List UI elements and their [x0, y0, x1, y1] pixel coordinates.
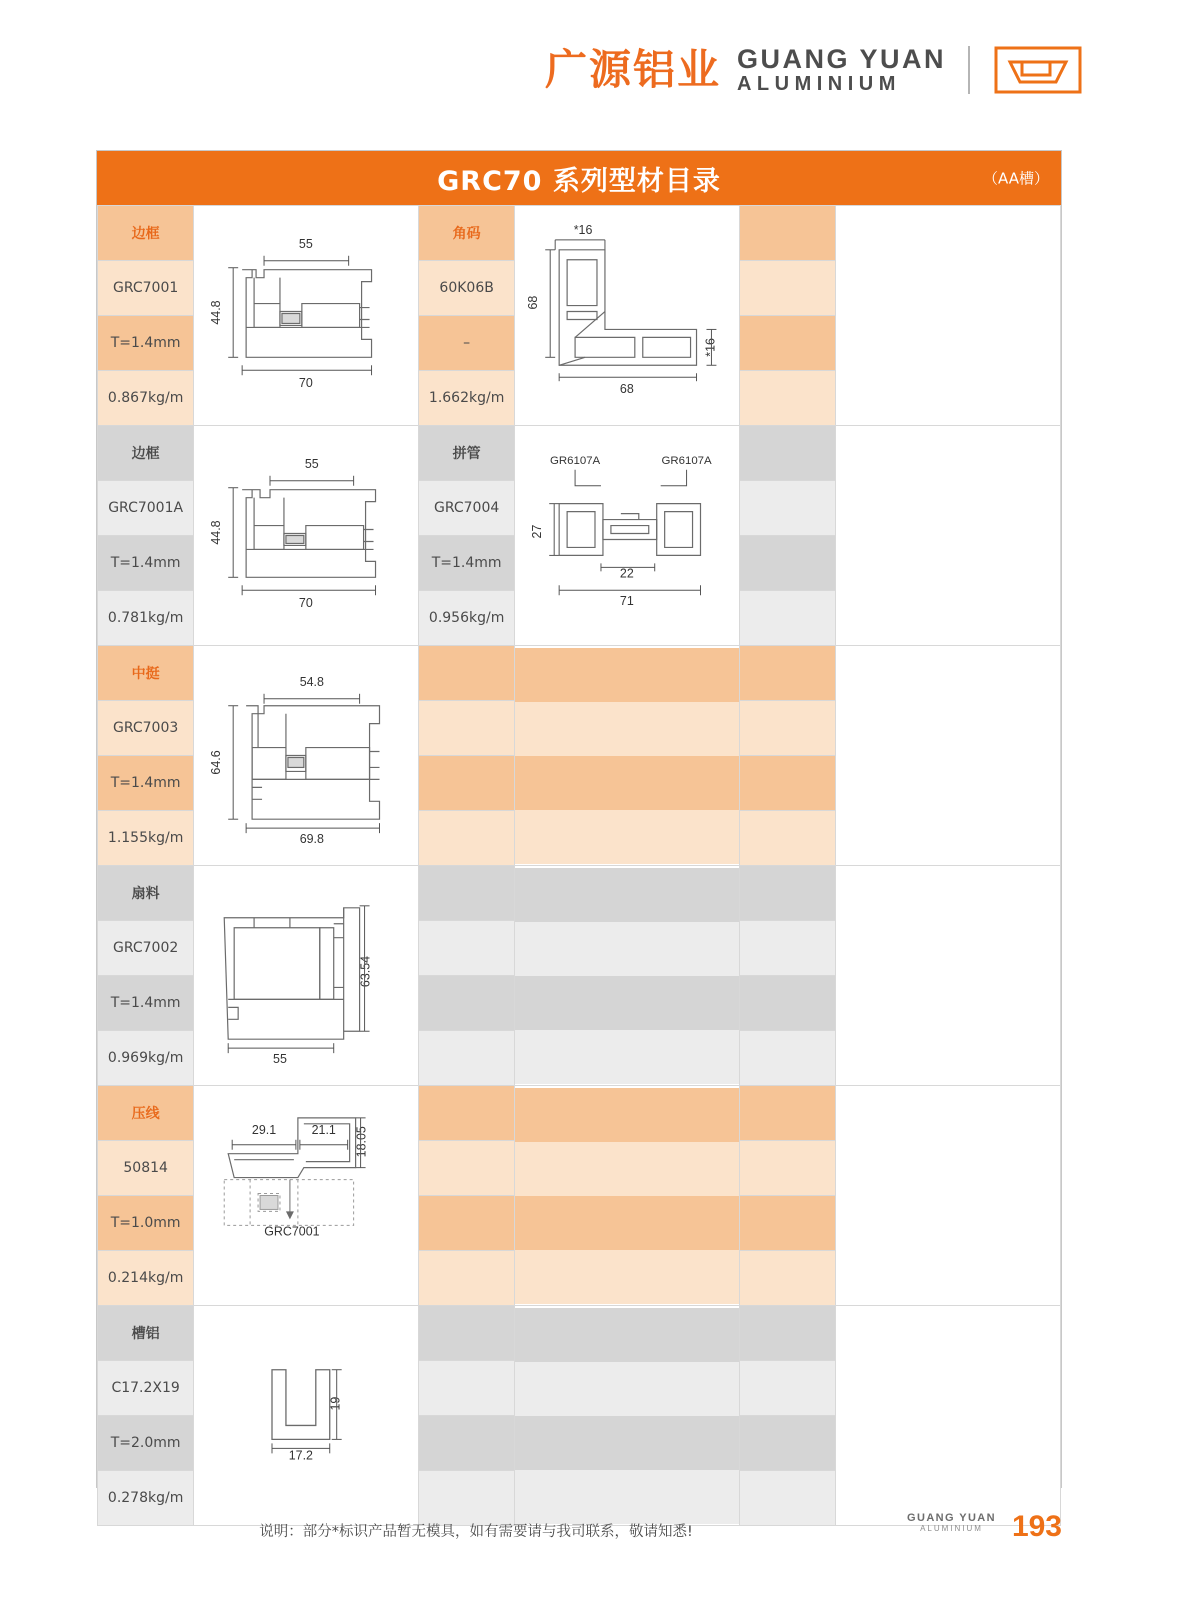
empty-drawing-cell — [515, 1086, 740, 1306]
catalog-sheet — [96, 150, 1062, 1506]
dim-right: 19 — [328, 1396, 343, 1411]
empty-drawing-cell — [836, 1306, 1061, 1526]
swatch-cell — [739, 701, 835, 756]
swatch-cell — [739, 481, 835, 536]
profile-thickness: T=1.0mm — [110, 1215, 181, 1231]
swatch-cell — [739, 1306, 835, 1361]
profile-weight: 1.662kg/m — [428, 390, 505, 406]
dim-left: 44.8 — [209, 300, 224, 325]
swatch-cell — [739, 1141, 835, 1196]
swatch-cell — [739, 316, 835, 371]
brand-en-line1: GUANG YUAN — [736, 44, 946, 75]
dim-mid: 22 — [620, 566, 635, 581]
profile-ref-left: GR6107A — [550, 454, 601, 467]
profile-table — [97, 205, 1061, 1526]
profile-thickness: T=1.4mm — [110, 995, 181, 1011]
footer-note: 说明：部分*标识产品暂无模具，如有需要请与我司联系，敬请知悉! — [259, 1524, 693, 1540]
catalog-title-bar — [97, 151, 1061, 205]
empty-drawing-cell — [836, 866, 1061, 1086]
profile-code: C17.2X19 — [111, 1380, 180, 1396]
profile-drawing-50814 — [194, 1086, 419, 1306]
profile-code: GRC7004 — [433, 500, 500, 516]
swatch-cell — [739, 976, 835, 1031]
dim-top: *16 — [573, 222, 593, 237]
profile-type: 边框 — [131, 226, 160, 242]
empty-drawing-cell — [515, 646, 740, 866]
profile-weight: 1.155kg/m — [107, 830, 184, 846]
profile-ref-right: GR6107A — [661, 454, 712, 467]
page-footer — [96, 1502, 1062, 1562]
swatch-cell — [418, 866, 514, 921]
dim-right: 63.54 — [358, 955, 373, 988]
profile-code: GRC7001A — [108, 500, 184, 516]
empty-drawing-cell — [836, 206, 1061, 426]
swatch-cell — [739, 921, 835, 976]
dim-top: 55 — [305, 456, 320, 471]
table-row — [98, 646, 1061, 866]
profile-drawing-grc7002 — [194, 866, 419, 1086]
company-logo — [545, 42, 1084, 98]
profile-code: GRC7002 — [113, 940, 179, 956]
swatch-cell — [739, 1416, 835, 1471]
profile-thickness: T=1.4mm — [110, 555, 181, 571]
swatch-cell — [418, 1196, 514, 1251]
profile-code: 60K06B — [439, 280, 494, 296]
footer-brand-line2: ALUMINIUM — [920, 1524, 983, 1533]
profile-type: 角码 — [452, 226, 481, 242]
dim-left: 44.8 — [209, 520, 224, 545]
dim-bottom: 70 — [299, 596, 314, 611]
swatch-cell — [418, 646, 514, 701]
swatch-cell — [739, 1361, 835, 1416]
dim-left: 64.6 — [209, 750, 224, 775]
profile-thickness: T=1.4mm — [431, 555, 502, 571]
page-header — [0, 0, 1200, 140]
dim-left: 27 — [530, 524, 545, 539]
swatch-cell — [418, 701, 514, 756]
profile-drawing-grc7004 — [515, 426, 740, 646]
swatch-cell — [418, 756, 514, 811]
swatch-cell — [418, 1306, 514, 1361]
swatch-cell — [418, 811, 514, 866]
empty-drawing-cell — [836, 1086, 1061, 1306]
dim-top-mid: 21.1 — [311, 1122, 337, 1137]
empty-drawing-cell — [836, 426, 1061, 646]
dim-bottom: 70 — [299, 376, 314, 391]
profile-type: 拼管 — [452, 446, 481, 462]
profile-drawing-grc7001 — [194, 206, 419, 426]
swatch-cell — [739, 261, 835, 316]
swatch-cell — [739, 756, 835, 811]
swatch-cell — [418, 1361, 514, 1416]
dim-bottom: 71 — [620, 594, 635, 609]
profile-weight: 0.214kg/m — [107, 1270, 184, 1286]
brand-en-line2: ALUMINIUM — [736, 72, 901, 95]
empty-drawing-cell — [515, 866, 740, 1086]
swatch-cell — [418, 1416, 514, 1471]
empty-drawing-cell — [836, 646, 1061, 866]
gy-logo-mark-icon — [992, 42, 1084, 98]
swatch-cell — [418, 1251, 514, 1306]
swatch-cell — [418, 1141, 514, 1196]
table-row — [98, 206, 1061, 426]
profile-thickness: T=1.4mm — [110, 775, 181, 791]
swatch-cell — [739, 426, 835, 481]
dim-right: *16 — [703, 338, 718, 357]
page-number: 193 — [1011, 1510, 1062, 1543]
table-row — [98, 426, 1061, 646]
swatch-cell — [739, 1251, 835, 1306]
profile-type: 槽铝 — [131, 1326, 160, 1342]
profile-ref: GRC7001 — [264, 1224, 320, 1239]
profile-code: GRC7003 — [113, 720, 179, 736]
profile-weight: 0.867kg/m — [107, 390, 184, 406]
profile-thickness: T=1.4mm — [110, 335, 181, 351]
swatch-cell — [739, 811, 835, 866]
swatch-cell — [739, 646, 835, 701]
profile-type: 边框 — [131, 446, 160, 462]
swatch-cell — [418, 1031, 514, 1086]
dim-top-left: 29.1 — [252, 1122, 277, 1137]
profile-weight: 0.969kg/m — [107, 1050, 184, 1066]
profile-thickness: – — [463, 335, 471, 351]
profile-code: 50814 — [123, 1160, 168, 1176]
footer-brand-line1: GUANG YUAN — [907, 1512, 996, 1524]
profile-drawing-grc7001a — [194, 426, 419, 646]
dim-bottom: 55 — [273, 1052, 288, 1067]
table-row — [98, 1306, 1061, 1526]
dim-bottom: 17.2 — [289, 1448, 314, 1463]
brand-name-en — [737, 45, 946, 94]
swatch-cell — [739, 591, 835, 646]
dim-bottom: 68 — [620, 382, 635, 397]
profile-drawing-c172x19 — [194, 1306, 419, 1526]
swatch-cell — [739, 371, 835, 426]
footer-logo — [907, 1512, 996, 1533]
profile-weight: 0.781kg/m — [107, 610, 184, 626]
profile-type: 扇料 — [131, 886, 160, 902]
dim-left: 68 — [526, 295, 541, 310]
swatch-cell — [739, 1031, 835, 1086]
swatch-cell — [739, 1086, 835, 1141]
dim-bottom: 69.8 — [300, 832, 325, 847]
logo-divider — [968, 46, 970, 94]
dim-right: 18.05 — [354, 1126, 369, 1158]
brand-name-cn: 广源铝业 — [544, 45, 721, 94]
profile-weight: 0.278kg/m — [107, 1490, 184, 1506]
table-row — [98, 1086, 1061, 1306]
swatch-cell — [418, 976, 514, 1031]
profile-weight: 0.956kg/m — [428, 610, 505, 626]
empty-drawing-cell — [515, 1306, 740, 1526]
profile-type: 压线 — [131, 1106, 160, 1122]
table-row — [98, 866, 1061, 1086]
swatch-cell — [739, 206, 835, 261]
profile-thickness: T=2.0mm — [110, 1435, 181, 1451]
page-title: GRC70 系列型材目录 — [437, 165, 721, 197]
profile-type: 中挺 — [131, 666, 160, 682]
profile-code: GRC7001 — [113, 280, 179, 296]
profile-drawing-60k06b — [515, 206, 740, 426]
dim-top: 54.8 — [300, 674, 325, 689]
swatch-cell — [418, 1086, 514, 1141]
swatch-cell — [739, 1196, 835, 1251]
dim-top: 55 — [299, 236, 314, 251]
swatch-cell — [739, 536, 835, 591]
title-note: （AA槽） — [983, 169, 1049, 188]
profile-drawing-grc7003 — [194, 646, 419, 866]
swatch-cell — [418, 921, 514, 976]
swatch-cell — [739, 866, 835, 921]
